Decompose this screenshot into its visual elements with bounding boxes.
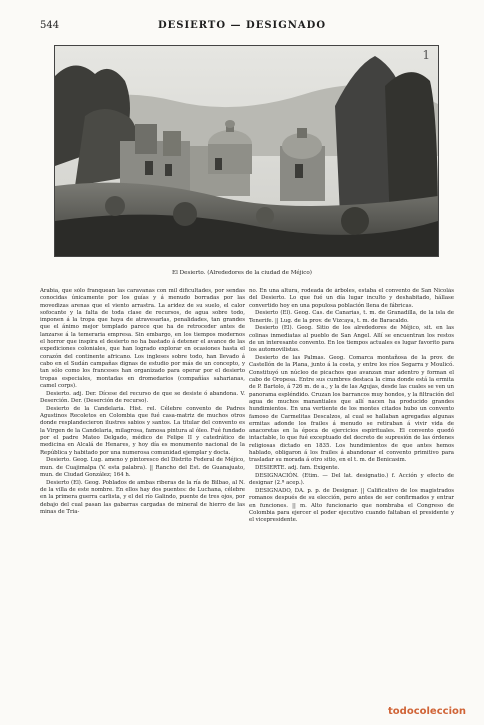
right-column	[249, 288, 454, 698]
left-column	[40, 288, 245, 698]
left-paragraph-3: Desierto de la Candelaria. Hist. rel. Célebre convento de Padres Agustinos Recoletos en Colombia que fué casa-matriz de muchos otros donde resplandecieron ilustres sabios y santos. La titular del convento es la Virgen de la Candelaria, milagrosa, famosa pintura al óleo. Fué fundado por el padre Mateo Delgado, médico de Felipe II y catedrático de medicina en Alcalá de Henares, y hoy día es monumento nacional de la República y habitado por una numerosa comunidad ejemplar y docta.	[40, 405, 245, 456]
running-title: DESIERTO — DESIGNADO	[157, 20, 327, 31]
left-paragraph-1: Arabia, que sólo franquean las caravanas con mil dificultades, por sendas conocidas únicamente por los guías y á menudo borradas por las movedizas arenas que el viento arrastra. La aridez de su suelo, el calor sofocante y la falta de toda clase de recursos, de agua sobre todo, imponen á la tropa que haya de atravesarlas, penalidades, tan grandes que el ánimo mejor templado parece que ha de retroceder antes de lanzarse á la temeraria empresa. Sin embargo, en los tiempos modernos el horror que inspira el desierto no ha bastado á detener el avance de las expediciones coloniales, que han logrado explorar en ocasiones hasta el corazón del continente africano. Los ingleses sobre todo, han llevado á cabo en el Sudán campañas dignas de estudio por más de un concepto, y tan sólo como los franceses han organizado para operar por el desierto tropas especiales, montadas en dromedarios (compañías saharianas, camel corps).	[40, 288, 245, 389]
watermark-logo: todocoleccion	[388, 706, 466, 717]
figure-caption: El Desierto. (Alrededores de la ciudad de Méjico)	[172, 270, 312, 276]
right-paragraph-3: Desierto (El). Geog. Sitio de los alrededores de Méjico, sit. en las colinas inmediatas al pueblo de San Angel. Allí se encuentran los restos de un interesante convento. En los tiempos actuales es lugar favorito para los automovilistas.	[249, 325, 454, 354]
left-paragraph-4: Desierto. Geog. Lug. ameno y pintoresco del Distrito Federal de Méjico, mun. de Cuajimalpa (V. esta palabra). || Rancho del Est. de Guanajuato, mun. de Ciudad González; 164 h.	[40, 457, 245, 478]
engraving-photo	[54, 45, 439, 257]
right-paragraph-2: Desierto (El). Geog. Cas. de Canarias, t. m. de Granadilla, de la isla de Tenerife. || Lug. de la prov. de Vizcaya, t. m. de Baracaldo.	[249, 310, 454, 324]
page-number: 544	[40, 20, 60, 31]
right-paragraph-7: DESIGNADO, DA. p. p. de Designar. || Calificativo de los magistrados romanos después de su elección, pero antes de ser confirmados y entrar en funciones. || m. Alto funcionario que nombraba el Congreso de Colombia para ejercer el poder ejecutivo cuando faltaban el presidente y el vicepresidente.	[249, 488, 454, 524]
right-paragraph-6: DESIGNACIÓN. (Etim. — Del lat. designatio.) f. Acción y efecto de designar (2.ª acep.).	[249, 472, 454, 487]
right-paragraph-1: no. En una altura, rodeada de árboles, estaba el convento de San Nicolás del Desierto. Lo que fué un día lugar inculto y deshabitado, hállase convertido hoy en una populosa población llena de fábricas.	[249, 288, 454, 309]
page-header	[40, 20, 444, 36]
left-paragraph-5: Desierto (El). Geog. Poblados de ambas riberas de la ría de Bilbao, al N. de la villa de este nombre. En ellos hay dos puentes: de Luchana, célebre en la primera guerra carlista, y el del río Galindo, puente de tres ojos, por debajo del cual pasan las gabarras cargadas de mineral de hierro de las minas de Tria-	[40, 479, 245, 515]
right-paragraph-5: DESIERTE. adj. fam. Exigente.	[255, 465, 340, 472]
left-paragraph-2: Desierto. adj. Der. Dícese del recurso de que se desiste ó abandona. V. Deserción. Der. (Deserción de recurso).	[40, 390, 245, 404]
right-paragraph-4: Desierto de las Palmas. Geog. Comarca montañosa de la prov. de Castellón de la Plana, junto á la costa, y entre los ríos Segarra y Moulicó. Constituyó un núcleo de picachos que avanzan mar adentro y forman el cabo de Oropesa. Entre sus cumbres destaca la cima donde está la ermita de P. Bartolo, á 726 m. de a., y la de las Agujas, desde las cuales se ven un panorama espléndido. Cruzan los barrancos muy hondos, y la filtración del agua de muchos manantiales que allí nacen ha producido grandes hundimientos. En una vertiente de los montes citados hubo un convento famoso de Carmelitas Descalzos, al cual se hallaban agregadas algunas ermitas adonde los frailes á menudo se retiraban á vivir vida de anacoretas en la época de ejercicios espirituales. El convento quedó intactable, lo que fué exceptuado del decreto de supresión de las órdenes religiosas dictado en 1835. Los hundimientos de que antes hemos hablado, obligaron á los frailes á abandonar el convento primitivo para trasladar su morada á otro sitio, en el t. m. de Benicasim.	[249, 355, 454, 464]
figure-mark: 1	[422, 48, 430, 62]
desert-convent-illustration	[55, 46, 438, 256]
